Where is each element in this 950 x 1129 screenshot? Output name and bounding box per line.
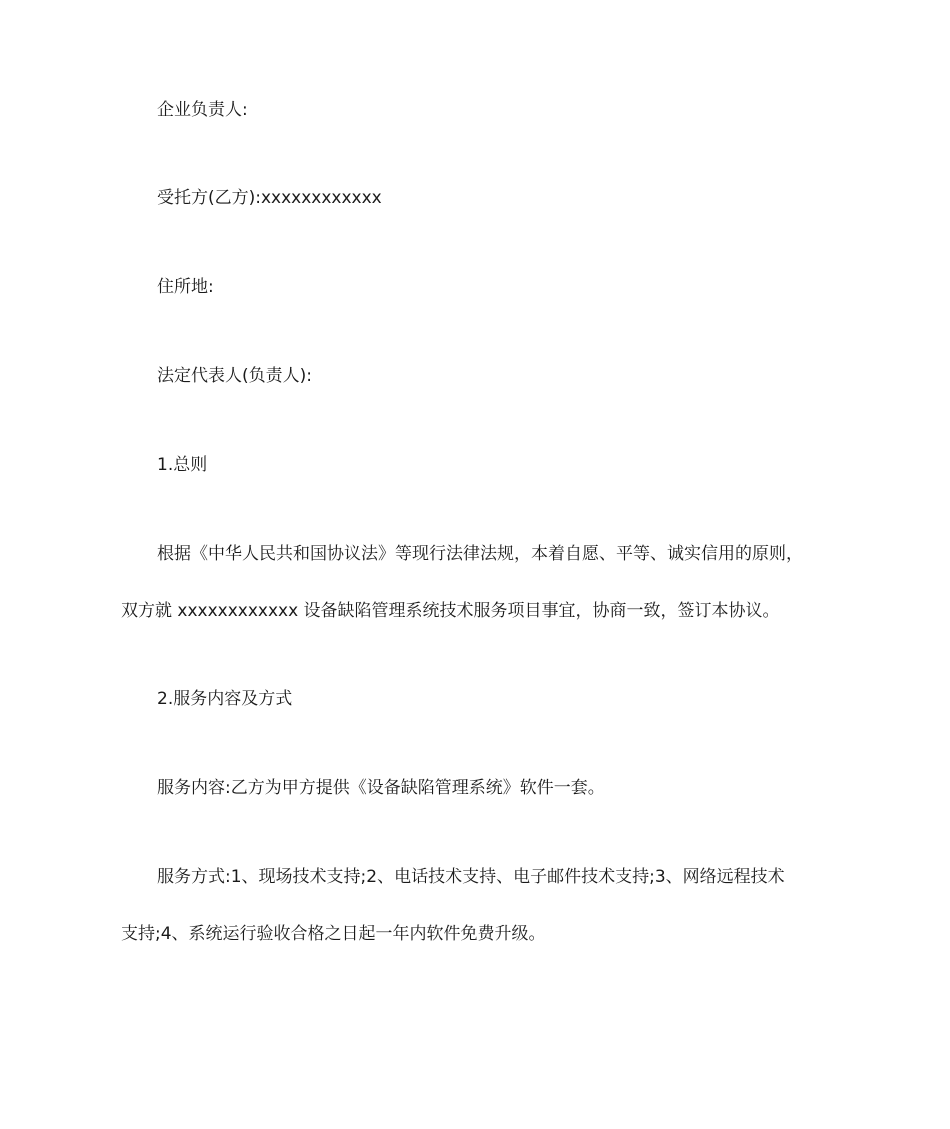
section-2-title: 2.服务内容及方式 [157,689,293,709]
responsible-person-label: 企业负责人: [157,100,248,120]
service-content-paragraph: 服务内容:乙方为甲方提供《设备缺陷管理系统》软件一套。 [157,778,605,798]
service-method-paragraph-line-1: 服务方式:1、现场技术支持;2、电话技术支持、电子邮件技术支持;3、网络远程技术 [157,867,785,887]
section-1-title: 1.总则 [157,455,208,475]
service-method-paragraph-line-2: 支持;4、系统运行验收合格之日起一年内软件免费升级。 [121,924,546,944]
section-1-paragraph-line-2: 双方就 xxxxxxxxxxxx 设备缺陷管理系统技术服务项目事宜，协商一致，签订本协议。 [121,601,780,621]
legal-representative-label: 法定代表人(负责人): [157,366,312,386]
party-b-label: 受托方(乙方):xxxxxxxxxxxx [157,188,382,208]
address-label: 住所地: [157,277,214,297]
section-1-paragraph-line-1: 根据《中华人民共和国协议法》等现行法律法规，本着自愿、平等、诚实信用的原则， [157,544,803,564]
